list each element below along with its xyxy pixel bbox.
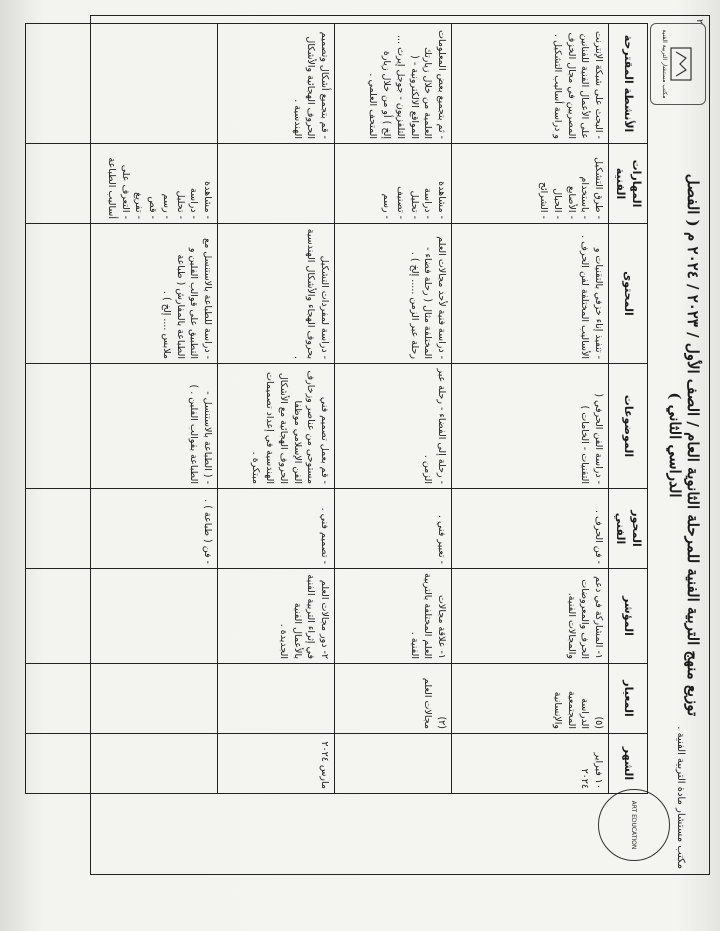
- content-cell-text: - دراسة للطباعة بالاستنسل مع التطبيق على قوالب الفلين و الطباعة بالمفارش ( طباعة ملابس .... إلخ ) .: [160, 238, 214, 359]
- content-cell: [26, 224, 218, 364]
- indicator-cell-text: ١- المشاركة في دعم الحرف والمعروضات والمجالات الفنية.: [565, 576, 605, 659]
- header-row: [609, 24, 648, 794]
- topics-cell: [452, 364, 609, 489]
- indicator-cell: [26, 569, 218, 664]
- skills-cell-text: - رسم: [381, 193, 393, 219]
- month-cell: [335, 734, 452, 794]
- skills-cell: [218, 144, 335, 224]
- header-content: المحتوى: [609, 224, 648, 364]
- skills-cell-text: - مشاهدة: [436, 181, 448, 219]
- skills-cell-text: - دراسة: [422, 188, 434, 219]
- skills-cell-text: - تحليل: [174, 190, 186, 219]
- header-month: الشهر: [609, 734, 648, 794]
- month-cell: [452, 734, 609, 794]
- skills-cell-text: - طرق التشكيل: [593, 157, 605, 219]
- month-cell: [218, 734, 335, 794]
- skills-cell: [335, 144, 452, 224]
- axis-cell: [335, 489, 452, 569]
- header-skills: المهارات الفنية: [609, 144, 648, 224]
- header-axis: المحور الفني: [609, 489, 648, 569]
- indicator-cell: [218, 569, 335, 664]
- seal-text: ART EDUCATION: [630, 800, 638, 850]
- indicator-cell-text: ٢- دور مجالات العلم في إثراء التربية الفنية بالأعمال الفنية الجديدة .: [277, 574, 331, 659]
- content-cell: [452, 224, 609, 364]
- skills-cell-text: - مشاهدة: [202, 181, 214, 219]
- skills-cell-text: - الحبال: [551, 188, 563, 219]
- art-education-seal: [598, 789, 670, 861]
- office-footer: مكتب مستشار مادة التربية الفنية .: [675, 726, 686, 869]
- standard-cell: [26, 664, 218, 734]
- curriculum-table: [25, 23, 648, 794]
- topics-cell-text: - قم بعمل تصميم فني مستوحى من عناصر وزخارف الفن الإسلامي موظفا الحروف الهجائية مع الأشكال الهندسية في إعداد تصميمات مبتكرة .: [250, 370, 331, 484]
- header-topics: الموضوعات: [609, 364, 648, 489]
- rotated-page: [90, 15, 710, 875]
- activities-cell-text: - البحث على شبكة الإنترنت على الأعمال الفنية للفنانين المصريين في مجال الخزف و دراسة أساليب التشكيل .: [551, 30, 605, 139]
- standard-cell: [218, 664, 335, 734]
- axis-cell-text: - فن ( طباعة ) .: [202, 499, 214, 564]
- month-cell-text: مارس ٢٠٢٤: [319, 741, 331, 789]
- eagle-emblem-icon: [669, 44, 695, 84]
- month-cell: [26, 734, 218, 794]
- skills-cell-text: - باستخدام: [579, 176, 591, 219]
- skills-cell-text: - تصنيف: [394, 186, 406, 219]
- topics-cell-text: - ( الطباعة بالاستنسل - الطباعة بقوالب الفلين . ): [188, 384, 214, 484]
- ministry-logo: [650, 23, 706, 105]
- content-cell-text: - دراسة فنية لأحد مجالات العلم المختلفة مثال ( رحلة فضاء - رحلة عبر الزمن ..... إلخ ) .: [408, 236, 448, 359]
- table-row: [335, 24, 452, 794]
- standard-cell-text: الدراسة المجتمعية والإنسانية: [551, 690, 591, 729]
- table-row: [452, 24, 609, 794]
- skills-cell-text: - التعرف على أساليب الطباعة: [105, 157, 131, 219]
- page-number: ٢: [694, 19, 704, 24]
- topics-cell-text: - دراسة الفن الحرفي ( التقنيات - الخامات ): [579, 393, 605, 484]
- axis-cell-text: - تعبير فني .: [436, 514, 448, 564]
- table-row: [26, 24, 218, 794]
- logo-left-text: مكتب مستشار التربية الفنية: [661, 29, 669, 99]
- topics-cell: [335, 364, 452, 489]
- skills-cell-text: - قص: [147, 196, 159, 219]
- activities-cell: [335, 24, 452, 144]
- skills-cell-text: - تفريغ: [133, 192, 145, 219]
- indicator-cell: [335, 569, 452, 664]
- standard-cell: [335, 664, 452, 734]
- activities-cell: [26, 24, 218, 144]
- activities-cell: [452, 24, 609, 144]
- header-standard: المعيار: [609, 664, 648, 734]
- standard-cell-text: (٢): [436, 716, 448, 729]
- axis-cell: [218, 489, 335, 569]
- content-cell-text: - تنفيذ إناء خزفي بالتقنيات و الأساليب المختلفة لفن الحرف .: [579, 235, 605, 359]
- header-activities: الأنشطة المقترحة: [609, 24, 648, 144]
- standard-cell-text: مجالات العلم: [422, 677, 434, 729]
- standard-cell: [452, 664, 609, 734]
- activities-cell-text: - ثم بتجميع بعض المعلومات العلمية من خلال زيارتك المواقع الالكترونية - ( التلفزيون - جوجل إيرث ... إلخ ) أو من خلال زيارة المتحف العلمي .: [367, 30, 448, 139]
- indicator-cell-text: ١- علاقة مجالات العلم المختلفة بالتربية الفنية .: [408, 573, 448, 659]
- axis-cell-text: - تصميم فني .: [319, 507, 331, 564]
- table-row: [218, 24, 335, 794]
- topics-cell-text: - رحلة إلى الفضاء - رحلة عبر الزمن .: [422, 368, 448, 484]
- month-cell-text: ١٠ فبراير ٢٠٢٤: [579, 752, 605, 789]
- content-cell: [218, 224, 335, 364]
- skills-cell-text: - الشرائح: [538, 181, 550, 219]
- skills-cell-text: - دراسة: [188, 188, 200, 219]
- axis-cell: [452, 489, 609, 569]
- activities-cell-text: - قم بتجميع أشكال وتصميم الحروف الهجائية والأشكال الهندسية .: [291, 31, 331, 139]
- skills-cell-text: - الأصابع: [565, 185, 577, 219]
- indicator-cell: [452, 569, 609, 664]
- topics-cell: [26, 364, 218, 489]
- header-indicator: المؤشر: [609, 569, 648, 664]
- axis-cell: [26, 489, 218, 569]
- skills-cell-text: - رسم: [160, 193, 172, 219]
- standard-cell-text: (٥): [593, 716, 605, 729]
- skills-cell: [452, 144, 609, 224]
- page-title: توزيع منهج التربية الفنية للمرحلة الثانوية العام / الصف الأول / ٢٠٢٣ / ٢٠٢٤ م ( الفصل الدراسي الثاني ): [666, 173, 702, 717]
- axis-cell-text: - فن الحرف .: [593, 509, 605, 564]
- skills-cell: [26, 144, 218, 224]
- content-cell: [335, 224, 452, 364]
- skills-cell-text: - تحليل: [408, 190, 420, 219]
- activities-cell: [218, 24, 335, 144]
- content-cell-text: - دراسة لمفردات التشكيل بحروف الهجاء والأشكال الهندسية .: [291, 228, 331, 359]
- topics-cell: [218, 364, 335, 489]
